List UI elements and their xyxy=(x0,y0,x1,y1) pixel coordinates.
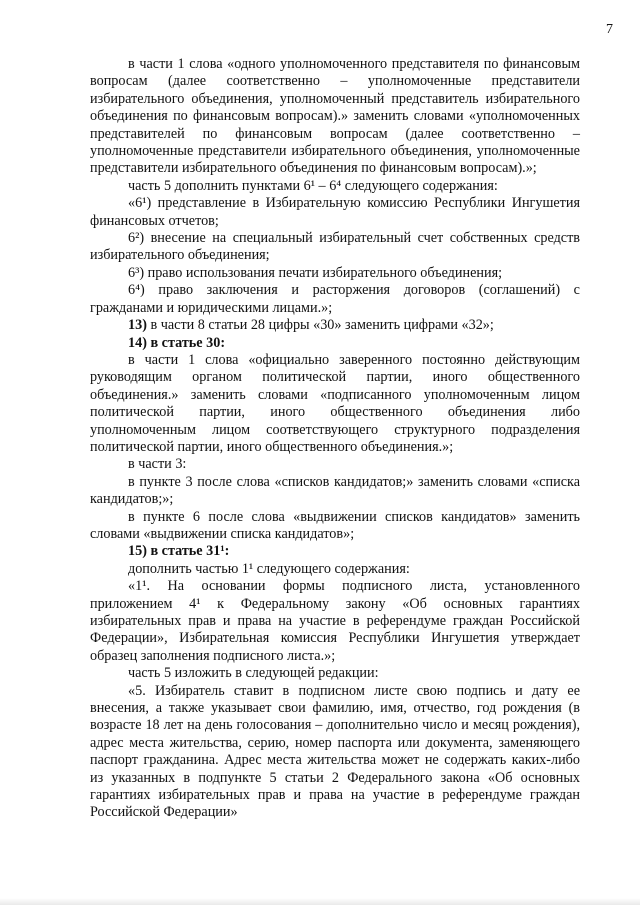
paragraph: часть 5 дополнить пунктами 6¹ – 6⁴ следующего содержания: xyxy=(128,177,498,194)
paragraph: в пункте 3 после слова «списков кандидатов;» заменить словами «списка кандидатов;»; xyxy=(90,473,580,508)
scan-edge xyxy=(0,898,640,905)
paragraph: «5. Избиратель ставит в подписном листе свою подпись и дату ее внесения, а также указывает свои фамилию, имя, отчество, год рождения (в возрасте 18 лет на день голосования – дополнительно число и месяц рождения), адрес места жительства, серию, номер паспорта или документа, заменяющего паспорт гражданина. Адрес места жительства может не содержать каких-либо из указанных в подпункте 5 статьи 2 Федерального закона «Об основных гарантиях избирательных прав и права на участие в референдуме граждан Российской Федерации» xyxy=(90,682,580,821)
paragraph: 6²) внесение на специальный избирательный счет собственных средств избирательного объединения; xyxy=(90,230,580,264)
paragraph: дополнить частью 1¹ следующего содержания: xyxy=(128,560,410,577)
document-body xyxy=(90,56,580,822)
paragraph: часть 5 изложить в следующей редакции: xyxy=(128,665,379,682)
section-heading: 15) в статье 31¹: xyxy=(128,543,230,560)
page-number: 7 xyxy=(606,22,613,37)
paragraph: 6⁴) право заключения и расторжения договоров (соглашений) с гражданами и юридическими лицами.»; xyxy=(90,282,580,316)
paragraph: «1¹. На основании формы подписного листа, установленного приложением 4¹ к Федеральному закону «Об основных гарантиях избирательных прав и права на участие в референдуме граждан Российской Федерации», Избирательная комиссия Республики Ингушетия утверждает образец заполнения подписного листа.»; xyxy=(90,578,580,664)
paragraph: 6³) право использования печати избирательного объединения; xyxy=(128,264,503,281)
paragraph: в части 1 слова «одного уполномоченного представителя по финансовым вопросам (далее соответственно – уполномоченные представители избирательного объединения, уполномоченный представитель избирательного объединения по финансовым вопросам).» заменить словами «уполномоченных представителей по финансовым вопросам (далее соответственно – уполномоченные представители избирательного объединения, уполномоченные представители избирательного объединения по финансовым вопросам).»; xyxy=(90,56,580,177)
paragraph: в части 1 слова «официально заверенного постоянно действующим руководящим органом политической партии, иного общественного объединения.» заменить словами «подписанного уполномоченным лицом политической партии, иного общественного объединения либо уполномоченным лицом соответствующего структурного подразделения политической партии, иного общественного объединения.»; xyxy=(90,351,580,455)
paragraph: в части 3: xyxy=(128,456,187,473)
paragraph: 13) в части 8 статьи 28 цифры «30» заменить цифрами «32»; xyxy=(128,317,494,334)
item-number: 13) xyxy=(128,317,147,334)
paragraph: в пункте 6 после слова «выдвижении списков кандидатов» заменить словами «выдвижении списка кандидатов»; xyxy=(90,508,580,542)
paragraph: «6¹) представление в Избирательную комиссию Республики Ингушетия финансовых отчетов; xyxy=(90,195,580,229)
section-heading: 14) в статье 30: xyxy=(128,334,226,351)
